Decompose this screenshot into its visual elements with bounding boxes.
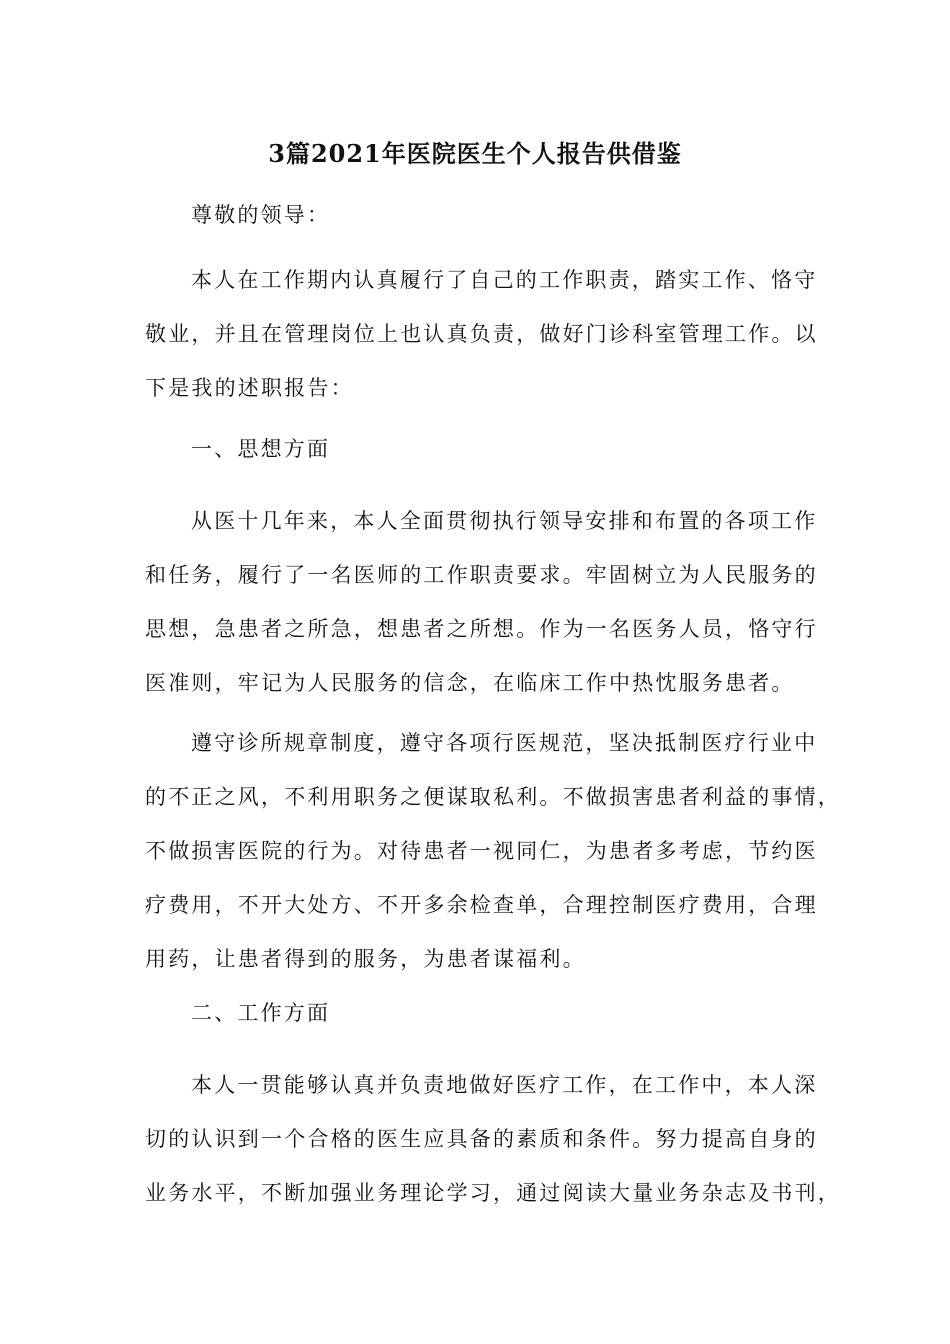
paragraph-line: 的不正之风，不利用职务之便谋取私利。不做损害患者利益的事情，: [145, 785, 841, 809]
paragraph-line: 医准则，牢记为人民服务的信念，在临床工作中热忱服务患者。: [145, 671, 795, 695]
paragraph-line: 本人在工作期内认真履行了自己的工作职责，踏实工作、恪守: [191, 268, 818, 292]
paragraph-work: [145, 1058, 841, 1220]
section-heading-work: [145, 986, 805, 1040]
paragraph-line: 遵守诊所规章制度，遵守各项行医规范，坚决抵制医疗行业中: [191, 731, 818, 755]
paragraph-line: 切的认识到一个合格的医生应具备的素质和条件。努力提高自身的: [145, 1127, 818, 1151]
paragraph-discipline: [145, 716, 841, 986]
paragraph-line: 疗费用，不开大处方、不开多余检查单，合理控制医疗费用，合理: [145, 893, 818, 917]
paragraph-line: 和任务，履行了一名医师的工作职责要求。牢固树立为人民服务的: [145, 563, 818, 587]
document-title: 3篇2021年医院医生个人报告供借鉴: [268, 139, 682, 168]
greeting-line: 尊敬的领导：: [191, 203, 331, 227]
paragraph-line: 本人一贯能够认真并负责地做好医疗工作，在工作中，本人深: [191, 1073, 818, 1097]
paragraph-line: 用药，让患者得到的服务，为患者谋福利。: [145, 947, 586, 971]
paragraph-line: 从医十几年来，本人全面贯彻执行领导安排和布置的各项工作: [191, 509, 818, 533]
paragraph-line: 思想，急患者之所急，想患者之所想。作为一名医务人员，恪守行: [145, 617, 818, 641]
paragraph-thought: [145, 494, 818, 710]
paragraph-intro: [145, 253, 818, 415]
paragraph-line: 敬业，并且在管理岗位上也认真负责，做好门诊科室管理工作。以: [145, 322, 818, 346]
paragraph-line: 不做损害医院的行为。对待患者一视同仁，为患者多考虑，节约医: [145, 839, 818, 863]
section-heading-thought: [145, 422, 805, 476]
section-heading-line: 二、工作方面: [191, 1001, 331, 1025]
paragraph-line: 下是我的述职报告：: [145, 376, 354, 400]
section-heading-line: 一、思想方面: [191, 437, 331, 461]
paragraph-line: 业务水平，不断加强业务理论学习，通过阅读大量业务杂志及书刊，: [145, 1181, 841, 1205]
greeting: [145, 188, 805, 242]
